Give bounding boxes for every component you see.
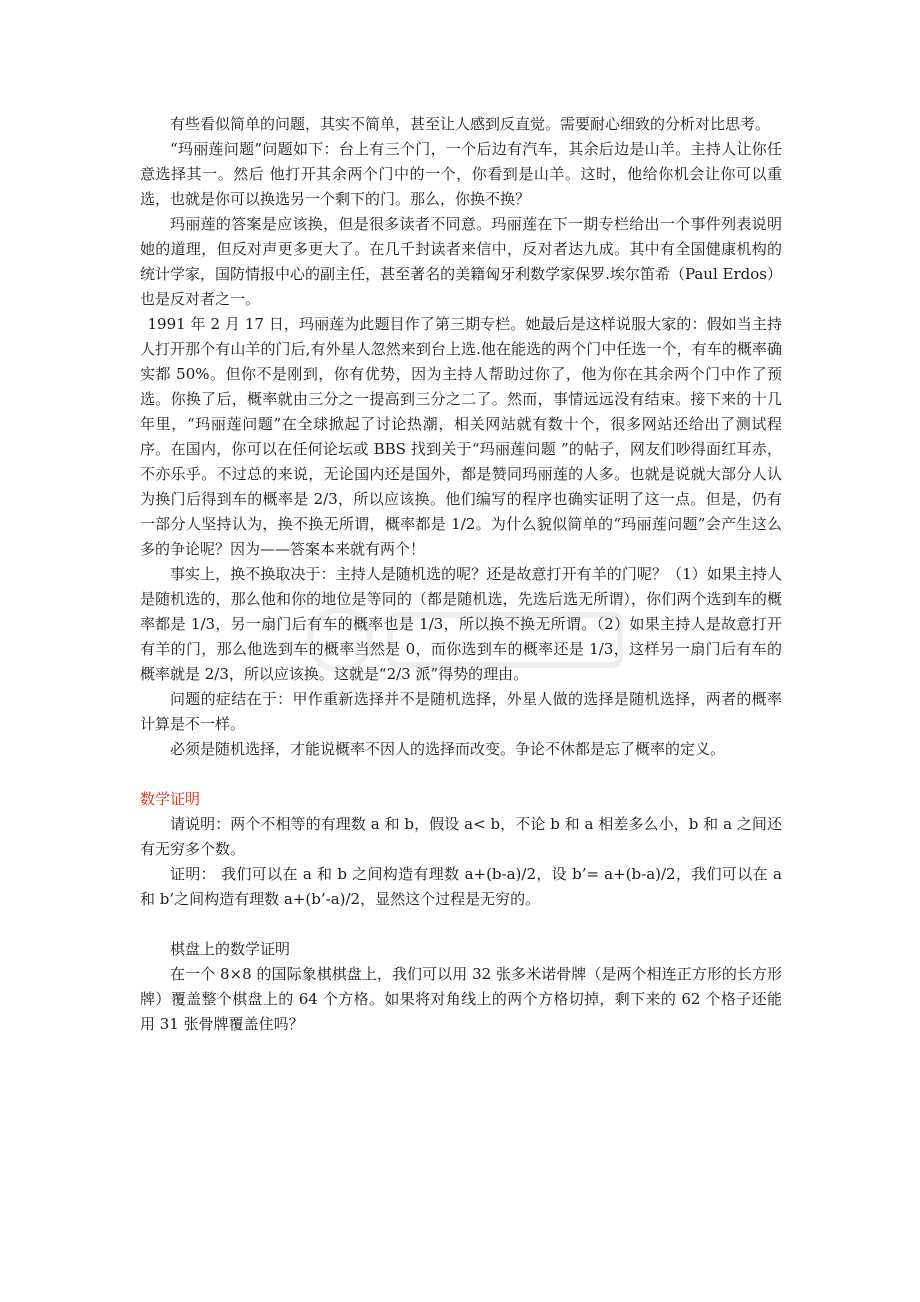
paragraph-answer: 玛丽莲的答案是应该换，但是很多读者不同意。玛丽莲在下一期专栏给出一个事件列表说明她的道理，但反对声更多更大了。在几千封读者来信中，反对者达九成。其中有全国健康机构的统计学家，国防情报中心的副主任，甚至著名的美籍匈牙利数学家保罗.埃尔笛希（Paul Erdos）也是反对者之一。: [140, 215, 782, 308]
paragraph-crux: 问题的症结在于：甲作重新选择并不是随机选择，外星人做的选择是随机选择，两者的概率计算是不一样。: [140, 690, 782, 733]
paragraph-chessboard: 在一个 8×8 的国际象棋棋盘上，我们可以用 32 张多米诺骨牌（是两个相连正方形的长方形牌）覆盖整个棋盘上的 64 个方格。如果将对角线上的两个方格切掉，剩下来的 62 个格子还能用 31 张骨牌覆盖住吗？: [140, 965, 782, 1033]
paragraph-analysis: 事实上，换不换取决于：主持人是随机选的呢？还是故意打开有羊的门呢？（1）如果主持人是随机选的，那么他和你的地位是等同的（都是随机选，先选后选无所谓），你们两个选到车的概率都是 1/3，另一扇门后有车的概率也是 1/3，所以换不换无所谓。（2）如果主持人是故意打开有羊的门，那么他选到车的概率当然是 0，而你选到车的概率还是 1/3，这样另一扇门后有车的概率就是 2/3，所以应该换。这就是“2/3 派”得势的理由。: [140, 565, 782, 683]
spacer: [140, 762, 782, 787]
document-page: [140, 112, 782, 1037]
paragraph-problem: “玛丽莲问题”问题如下：台上有三个门，一个后边有汽车，其余后边是山羊。主持人让你任意选择其一。然后 他打开其余两个门中的一个，你看到是山羊。这时，他给你机会让你可以重选，也就是你可以换选另一个剩下的门。那么，你换不换？: [140, 140, 782, 208]
paragraph-math-proof: 证明： 我们可以在 a 和 b 之间构造有理数 a+(b-a)/2，设 b’= a+(b-a)/2，我们可以在 a 和 b’之间构造有理数 a+(b’-a)/2，显然这个过程是无穷的。: [140, 865, 782, 908]
section-title-math-proof: 数学证明: [140, 790, 201, 808]
paragraph-intro: 有些看似简单的问题，其实不简单，甚至让人感到反直觉。需要耐心细致的分析对比思考。: [170, 115, 771, 133]
paragraph-math-statement: 请说明：两个不相等的有理数 a 和 b，假设 a< b，不论 b 和 a 相差多么小，b 和 a 之间还有无穷多个数。: [140, 815, 782, 858]
watermark-graphic: [300, 600, 640, 680]
heading-chessboard-proof: 棋盘上的数学证明: [170, 940, 291, 958]
paragraph-conclusion: 必须是随机选择，才能说概率不因人的选择而改变。争论不休都是忘了概率的定义。: [170, 740, 726, 758]
paragraph-third-column: 1991 年 2 月 17 日，玛丽莲为此题目作了第三期专栏。她最后是这样说服大家的：假如当主持人打开那个有山羊的门后,有外星人忽然来到台上选.他在能选的两个门中任选一个，有车的概率确实都 50%。但你不是刚到，你有优势，因为主持人帮助过你了，他为你在其余两个门中作了预选。你换了后，概率就由三分之一提高到三分之二了。然而，事情远远没有结束。接下来的十几年里，“玛丽莲问题”在全球掀起了讨论热潮，相关网站就有数十个，很多网站还给出了测试程序。在国内，你可以在任何论坛或 BBS 找到关于“玛丽莲问题 ”的帖子，网友们吵得面红耳赤，不亦乐乎。不过总的来说，无论国内还是国外，都是赞同玛丽莲的人多。也就是说就大部分人认为换门后得到车的概率是 2/3，所以应该换。他们编写的程序也确实证明了这一点。但是，仍有一部分人坚持认为，换不换无所谓，概率都是 1/2。为什么貌似简单的“玛丽莲问题”会产生这么多的争论呢？因为——答案本来就有两个！: [140, 315, 782, 558]
spacer: [140, 912, 782, 937]
